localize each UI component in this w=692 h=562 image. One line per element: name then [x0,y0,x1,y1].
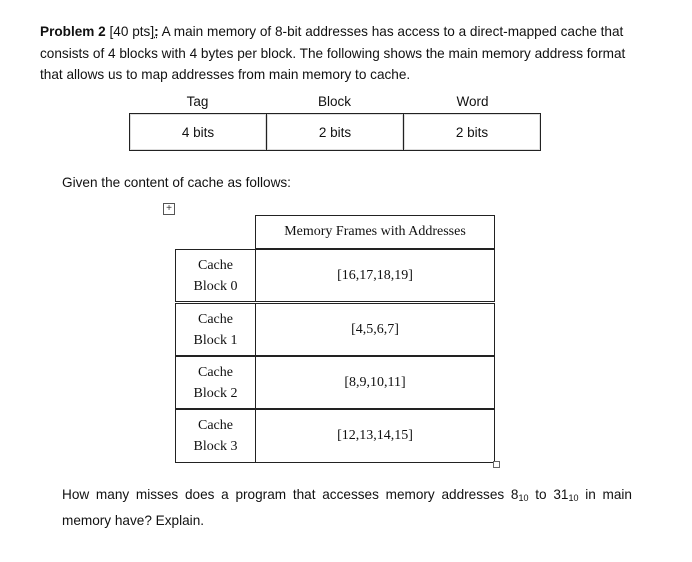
table-row [175,303,495,356]
table-row [175,249,495,302]
format-header-block: Block [317,94,351,109]
cache-label-line2: Block 1 [193,332,238,348]
address-format-table [129,113,541,151]
cache-label-line2: Block 0 [193,278,238,294]
question-mid: to 31 [528,487,569,502]
memory-frames-cell: [12,13,14,15] [255,409,495,463]
cache-label-line1: Cache [198,364,233,380]
cache-content-table [175,215,495,463]
cache-block-label [175,356,255,409]
table-row [175,356,495,409]
cache-block-label [175,249,255,302]
subscript-base-1: 10 [518,493,529,503]
format-header-tag: Tag [186,94,209,109]
question-text [62,484,632,531]
table-resize-handle[interactable] [493,461,500,468]
given-text: Given the content of cache as follows: [62,175,291,190]
cache-label-line2: Block 3 [193,439,238,454]
cache-label-line1: Cache [198,257,233,273]
problem-text: A main memory of 8-bit addresses has access to a direct-mapped cache that consists of 4 blocks with 4 bytes per block. The following shows the main memory address format that allows us to map addresses from main memory to cache. [40,24,626,82]
cache-label-line1: Cache [198,311,233,327]
format-value-block: 2 bits [267,114,404,150]
cache-label-line2: Block 2 [193,385,238,401]
format-value-tag: 4 bits [130,114,267,150]
cache-block-label [175,303,255,356]
problem-statement [40,21,640,86]
problem-label: Problem 2 [40,24,106,39]
memory-frames-cell: [4,5,6,7] [255,303,495,356]
memory-frames-cell: [8,9,10,11] [255,356,495,409]
format-value-word: 2 bits [404,114,540,150]
cache-label-line1: Cache [198,418,233,433]
subscript-base-2: 10 [568,493,579,503]
question-prefix: How many misses does a program that accesses memory addresses 8 [62,487,519,502]
problem-points: [40 pts] [109,24,155,39]
points-link-mark[interactable]: : [154,24,159,39]
cache-table-header: Memory Frames with Addresses [255,215,495,249]
table-move-handle-icon[interactable]: + [163,203,175,215]
question-suffix: in main memory have? Explain. [62,487,632,528]
table-row [175,409,495,463]
memory-frames-cell: [16,17,18,19] [255,249,495,302]
cache-block-label [175,409,255,463]
format-header-word: Word [456,94,489,109]
